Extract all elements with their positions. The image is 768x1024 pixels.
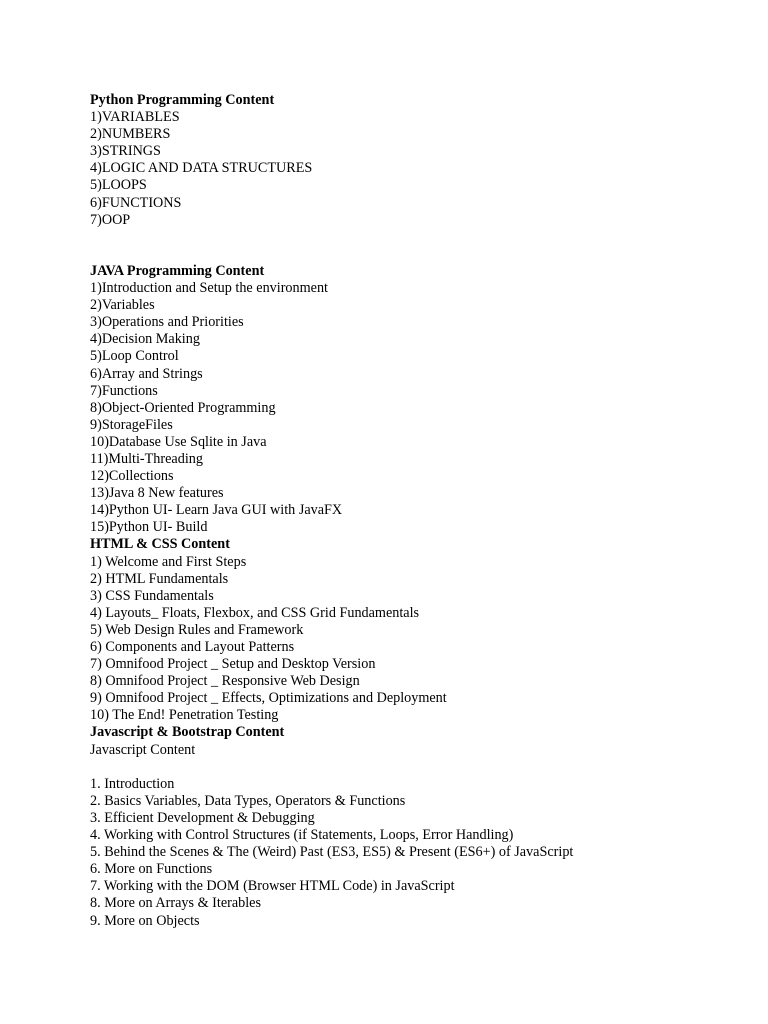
- javascript-heading: Javascript & Bootstrap Content: [90, 724, 285, 741]
- list-item: 2) HTML Fundamentals: [90, 570, 229, 587]
- list-item: 4)LOGIC AND DATA STRUCTURES: [90, 160, 313, 177]
- list-item: 8) Omnifood Project _ Responsive Web Design: [90, 673, 360, 690]
- list-item: 3)Operations and Priorities: [90, 314, 244, 331]
- list-item: 1) Welcome and First Steps: [90, 553, 247, 570]
- list-item: 10) The End! Penetration Testing: [90, 707, 279, 724]
- list-item: 6) Components and Layout Patterns: [90, 639, 295, 655]
- list-item: 8. More on Arrays & Iterables: [90, 895, 261, 912]
- list-item: 6)FUNCTIONS: [90, 194, 182, 211]
- spacer: [90, 229, 750, 246]
- list-item: 4. Working with Control Structures (if Statements, Loops, Error Handling): [90, 827, 514, 844]
- list-item: 9. More on Objects: [90, 912, 200, 929]
- list-item: 2. Basics Variables, Data Types, Operators & Functions: [90, 792, 406, 809]
- list-item: 4) Layouts_ Floats, Flexbox, and CSS Grid Fundamentals: [90, 604, 420, 621]
- html-css-heading: HTML & CSS Content: [90, 536, 230, 553]
- list-item: 6. More on Functions: [90, 861, 213, 878]
- list-item: 3) CSS Fundamentals: [90, 587, 214, 604]
- list-item: 10)Database Use Sqlite in Java: [90, 433, 267, 450]
- list-item: 2)NUMBERS: [90, 126, 171, 143]
- list-item: 9) Omnifood Project _ Effects, Optimizations and Deployment: [90, 690, 447, 707]
- list-item: 12)Collections: [90, 468, 174, 485]
- python-list: [90, 109, 750, 229]
- list-item: 9)StorageFiles: [90, 416, 173, 433]
- list-item: 1. Introduction: [90, 775, 175, 792]
- list-item: 1)VARIABLES: [90, 109, 180, 126]
- list-item: 15)Python UI- Build: [90, 519, 208, 536]
- html-css-list: [90, 554, 750, 725]
- list-item: 13)Java 8 New features: [90, 485, 224, 502]
- list-item: 14)Python UI- Learn Java GUI with JavaFX: [90, 502, 343, 519]
- list-item: 5)Loop Control: [90, 348, 179, 365]
- list-item: 4)Decision Making: [90, 331, 200, 348]
- java-heading: JAVA Programming Content: [90, 262, 265, 279]
- list-item: 5. Behind the Scenes & The (Weird) Past (ES3, ES5) & Present (ES6+) of JavaScript: [90, 844, 574, 861]
- list-item: 7) Omnifood Project _ Setup and Desktop Version: [90, 656, 376, 673]
- java-list: [90, 280, 750, 536]
- list-item: 7)OOP: [90, 211, 131, 228]
- javascript-subheading: Javascript Content: [90, 741, 196, 758]
- document-page: [90, 92, 750, 930]
- list-item: 7)Functions: [90, 382, 158, 399]
- list-item: 3)STRINGS: [90, 143, 161, 160]
- spacer: [90, 246, 750, 263]
- list-item: 11)Multi-Threading: [90, 450, 203, 467]
- python-heading: Python Programming Content: [90, 92, 275, 108]
- python-section: [90, 92, 750, 229]
- list-item: 6)Array and Strings: [90, 365, 203, 382]
- list-item: 3. Efficient Development & Debugging: [90, 809, 315, 826]
- list-item: 2)Variables: [90, 297, 155, 314]
- list-item: 8)Object-Oriented Programming: [90, 399, 276, 416]
- javascript-list: [90, 776, 750, 930]
- html-css-section: [90, 536, 750, 724]
- java-section: [90, 263, 750, 537]
- spacer: [90, 759, 750, 776]
- list-item: 5) Web Design Rules and Framework: [90, 621, 304, 638]
- list-item: 5)LOOPS: [90, 177, 147, 194]
- list-item: 1)Introduction and Setup the environment: [90, 280, 328, 297]
- javascript-section: [90, 724, 750, 929]
- list-item: 7. Working with the DOM (Browser HTML Code) in JavaScript: [90, 878, 455, 895]
